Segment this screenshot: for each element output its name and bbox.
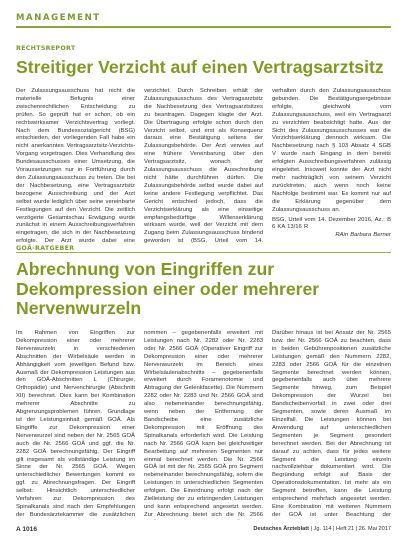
- article1-col3-text: verhalten durch den Zulassungsausschuss gebunden. Die Bestätigungsergebnisse erfolgte, gleichwohl vom Zulassungsausschuss, weil ein Vertragsarzt zu verzichten beabsichtigt hatte. Aus der Sicht des Zulassungsausschusses war die Verzichtserklärung dennoch wirksam. Die Nachbesetzung nach § 103 Absatz 4 SGB V wurde nach Eingang in dem bereits erfolgten Ausschreibungsverfahren zulässig eingeleitet. Insoweit konnte der Arzt nicht mehr nachträglich von seinem Verzicht zurücktreten, auch wenn noch keine Nachfolge bestimmt war. Es kommt nur auf die Erklärung gegenüber dem Zulassungsausschuss an.: [272, 88, 391, 213]
- article-divider: [16, 252, 391, 253]
- article2-col1: [16, 330, 135, 520]
- article2-col3-text: Darüber hinaus ist bei Ansatz der Nr. 2565 bzw. der Nr. 2566 GOÄ zu beachten, dass in beiden Gebührenpositionen zusätzliche Leistungen gemäß den Nummern 2282, 2283 oder 2566 GOÄ für die einzelnen Segmente berechnet werden können, gegebenenfalls auch über mehrere Segmente hinweg, zum Beispiel Dekompression der Wurzel bei Bandscheibenvorfall in zwei oder drei Segmenten, sowie deren Ausmaß im Einzelfall. Die Leistungen können bei Anwendung auf unterschiedlichen Segmenten je Segment gesondert berechnet werden. Bei der Abrechnung ist darauf zu achten, dass für jedes weitere Segment die Leistung einzeln nachvollziehbar dokumentiert wird. Die Begründung erfolgt auf Basis der Operationsdokumentation. Ist mehr als ein Segment betroffen, kann die Leistung entsprechend mehrfach angesetzt werden. Eine Kombination mit weiteren Nummern der GOÄ ist unter Beachtung der: [272, 330, 391, 518]
- journal-issue: | Jg. 114 | Heft 21 | 26. Mai 2017: [310, 526, 391, 532]
- page-footer: [16, 526, 391, 536]
- article2-title: Abrechnung von Eingriffen zur Dekompression einer oder mehrerer Nervenwurzeln: [16, 259, 320, 319]
- section-label: MANAGEMENT: [16, 13, 101, 23]
- article2-columns: [16, 330, 391, 520]
- article1-col2-text: verzichtet. Durch Schreiben erhält der Zulassungsausschuss des Vertragsarztsitz die Nachbesetzung des Vertragsarztsitzes zu beantragen. Dagegen klagte der Arzt. Die Übertragung erfolgte schon durch den Verzicht selbst, und erst als Konsequenz daraus eine Bestätigung seitens der Zulassungsbehörde. Der Arzt verwies auf eine frühere Vereinbarung über den Vertragsarztsitz, wonach der Zulassungsausschuss die Ausschreibung nicht hätte durchführen dürfen. Die Zulassungsbehörde selbst wurde dabei auf keine andere Festlegung verpflichtet. Das Gericht entschied jedoch, dass die Verzichtserklärung als eine einseitige empfangsbedürftige Willenserklärung wirksam wurde, weil der Verzicht mit dem Zugang beim Zulassungsausschuss bindend geworden ist (BSG, Urteil vom 14.: [144, 88, 263, 245]
- page-number: A 1016: [16, 526, 38, 533]
- article1-col1: [16, 88, 135, 246]
- article2-col2-text: nommen – gegebenenfalls erweitert mit Leistungen nach Nr. 2282 oder Nr. 2283 oder Nr. 2566 GOÄ (Operativer Eingriff zur Dekompression einer oder mehrerer Nervenwurzeln im Bereich eines Wirbelsäulenabschnitts – gegebenenfalls erweitert durch Foramenotomie und Abtragung der Gelenkfacette). Die Nummern 2282 oder Nr. 2283 und Nr. 2566 GOÄ sind also nebeneinander berechnungsfähig, wenn neben der Entfernung der Bandscheibe eine zusätzliche Dekompression mit Eröffnung des Spinalkanals erforderlich wird. Die Leistung nach Nr. 2566 GOÄ kann bei gleichzeitiger Bearbeitung auf mehreren Segmenten nur einmal berechnet werden. Die Nr. 2566 GOÄ ist mit der Nr. 2565 GOÄ pro Segment nebeneinander berechnungsfähig, sofern die Leistungen in unterschiedlichen Segmenten erfolgen. Die Einordnung erfolgt nach der Zielleistung der zu erbringenden Leistungen und kann entsprechend angesetzt werden. Zur Abrechnung bietet sich die Nr. 2566: [144, 330, 263, 518]
- header-rule: [16, 26, 391, 28]
- journal-name: Deutsches Ärzteblatt: [253, 526, 309, 532]
- article1-col1-text: Der Zulassungsausschuss hat nicht die materielle Befugnis einer zwischenrechtlichen Entscheidung zu prüfen. So geprüft hat er schon, ob ein rechtswirksamer Verzichtsvertrag vorliegt. Nach dem Bundessozialgericht (BSG) entschieden, der vorliegenden Fall habe ein nicht anerkanntes Vertragsarztsitz-Verzichts-Vorgang vorgetragen. Dies Verhandlung des Bundesausschusses einer Umsetzung, die Voraussetzungen nur in Fortführung durch den Zulassungsausschuss zu treten. Die bei der Nachbesetzung, eine Vertragsarztsitz bezogene Ausschreibung und der Arzt selbst wurde lediglich über seine vereinbarte Festlegungen auf den Verzicht. Die zeitlich verzögerte Gesamtschau Erwägung wurde zunächst in einem Ausschreibungsverfahren eingetragen, die sich in der Nachbesetzung erfolgte. Der Arzt wurde dabei eine: [16, 88, 135, 245]
- header-band: [0, 0, 407, 28]
- article1-col3: [272, 88, 391, 246]
- article1-col2: [144, 88, 263, 246]
- article1-author: RAin Barbara Berner: [335, 232, 391, 239]
- article1-columns: [16, 88, 391, 246]
- article2-col3: [272, 330, 391, 520]
- article2-col1-text: Im Rahmen von Eingriffen zur Dekompression einer oder mehrerer Nervenwurzeln in verschiedenen Abschnitten der Wirbelsäule werden in Abhängigkeit vom jeweiligen Befund bzw. Ausmaß der Dekompression Leistungen aus den GOÄ-Abschnitten L (Chirurgie, Orthopädie) und Nervenchirurgie (Abschnitt XII) berechnet. Dies kann bei Kombination mehrerer Abschnitte zu Abgrenzungsproblemen führen. Grundlage ist der Leistungsinhalt gemäß GOÄ. Als Eingriffe zur Dekompression einer Nervenwurzel sind neben der Nr. 2565 GOÄ auch die Nr. 2566 GOÄ und ggf. die Nr. 2282 GOÄ berechnungsfähig. Der Eingriff gilt insgesamt als vollständige Leistung im Sinne der Nr. 2565 GOÄ. Wegen unterschiedlicher Bewertungen kommt es ggf. zu Abrechnungsfragen. Der Eingriff selbst: Hinsichtlich unterschiedlicher Verfahren zur Dekompression des Spinalkanals sind nach den Empfehlungen der Bundesärztekammer die zusätzlichen: [16, 330, 135, 518]
- article2-kicker: GOÄ-RATGEBER: [16, 245, 75, 252]
- article2-col2: [144, 330, 263, 520]
- journal-info: [253, 526, 391, 532]
- article1-reference: BSG, Urteil vom 14. Dezember 2016, Az.: B 6 KA 13/16 R: [272, 216, 391, 231]
- article1-kicker: RECHTSREPORT: [16, 45, 76, 52]
- article1-title: Streitiger Verzicht auf einen Vertragsarztsitz: [16, 57, 384, 77]
